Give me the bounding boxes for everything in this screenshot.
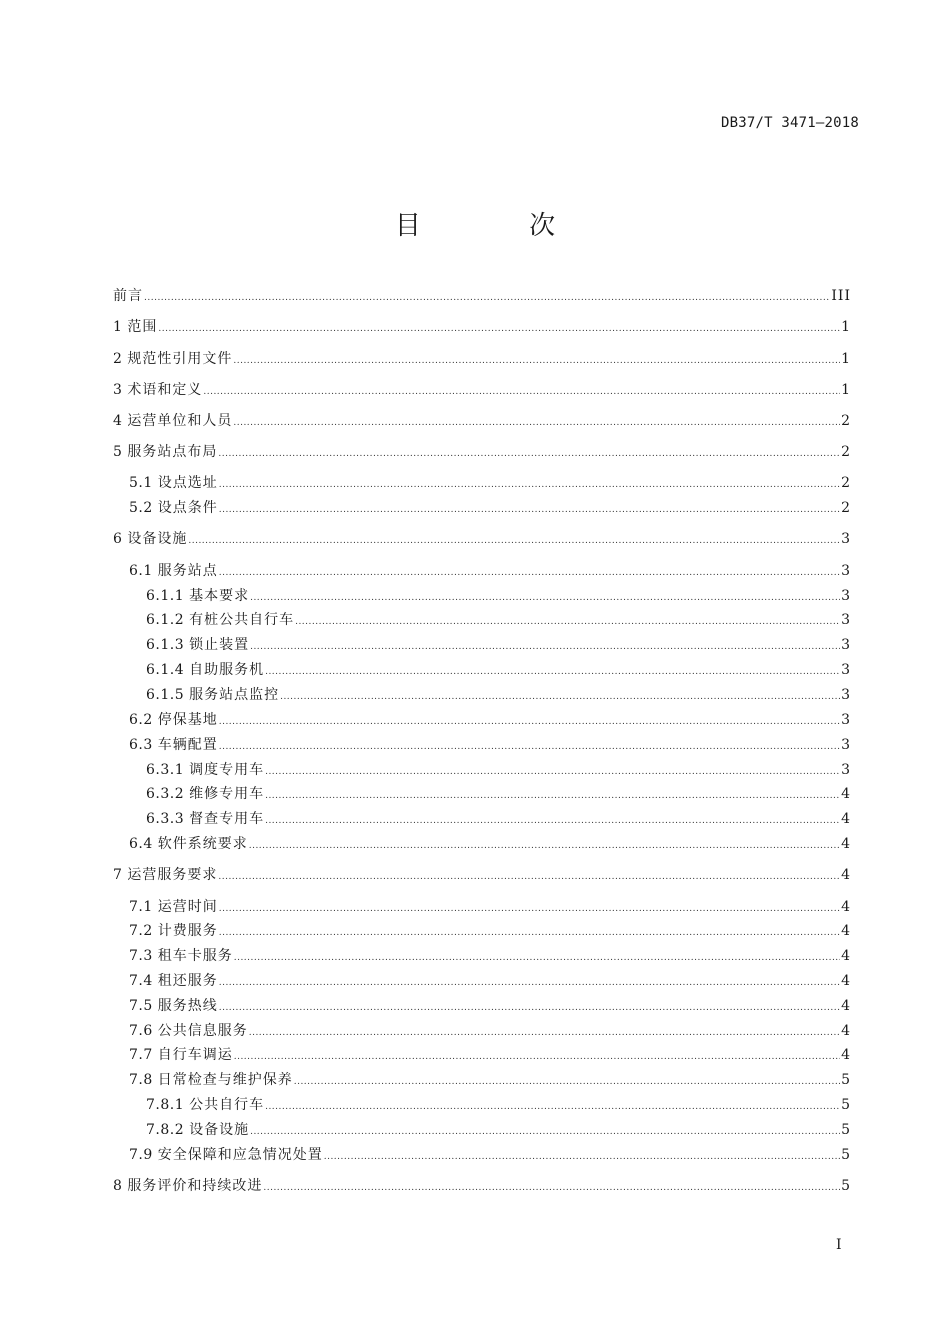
toc-dot-leader: [324, 1148, 840, 1166]
toc-entry-number: 5.2: [129, 500, 158, 516]
toc-dot-leader: [219, 924, 840, 942]
toc-entry[interactable]: [113, 947, 851, 965]
toc-dot-leader: [144, 289, 830, 307]
toc-entry[interactable]: [113, 443, 851, 461]
toc-entry-number: 6.4: [129, 836, 158, 852]
toc-entry-label: 公共信息服务: [157, 1023, 248, 1039]
toc-entry-page: 3: [841, 637, 851, 653]
toc-entry[interactable]: [113, 972, 851, 990]
toc-entry[interactable]: [113, 785, 851, 803]
toc-entry[interactable]: [113, 412, 851, 430]
toc-dot-leader: [219, 476, 840, 494]
page-title: 目 次: [394, 211, 606, 241]
toc-entry-page: 4: [841, 998, 851, 1014]
toc-entry-page: 2: [841, 444, 851, 460]
toc-entry[interactable]: [113, 686, 851, 704]
toc-entry-label: 督查专用车: [189, 811, 265, 827]
toc-entry-label: 范围: [127, 319, 158, 335]
toc-entry-label: 自助服务机: [189, 662, 265, 678]
toc-entry-label: 租车卡服务: [157, 948, 233, 964]
toc-entry-page: 4: [841, 923, 851, 939]
toc-dot-leader: [295, 613, 840, 631]
toc-entry-number: 7.8: [129, 1072, 158, 1088]
toc-dot-leader: [265, 663, 840, 681]
toc-entry[interactable]: [113, 1121, 851, 1139]
toc-dot-leader: [233, 414, 840, 432]
toc-dot-leader: [250, 1123, 840, 1141]
toc-entry-number: 7.8.2: [146, 1122, 190, 1138]
toc-entry-number: 6.2: [129, 712, 158, 728]
toc-entry-page: 2: [841, 475, 851, 491]
toc-entry-label: 公共自行车: [189, 1097, 265, 1113]
toc-entry[interactable]: [113, 530, 851, 548]
toc-dot-leader: [234, 949, 840, 967]
toc-entry-label: 运营单位和人员: [127, 413, 233, 429]
toc-entry-number: 7.3: [129, 948, 158, 964]
toc-entry-label: 设点选址: [157, 475, 218, 491]
toc-entry-label: 锁止装置: [189, 637, 250, 653]
toc-entry-label: 规范性引用文件: [127, 351, 233, 367]
toc-entry-page: 4: [841, 973, 851, 989]
toc-entry-page: 1: [841, 319, 851, 335]
toc-dot-leader: [265, 1098, 840, 1116]
toc-dot-leader: [233, 352, 840, 370]
toc-entry-number: 7.6: [129, 1023, 158, 1039]
toc-entry-number: 6.1.2: [146, 612, 190, 628]
toc-dot-leader: [219, 713, 840, 731]
page-number: I: [836, 1237, 842, 1253]
toc-entry-page: 3: [841, 687, 851, 703]
toc-dot-leader: [218, 868, 840, 886]
toc-entry[interactable]: [113, 562, 851, 580]
toc-dot-leader: [219, 974, 840, 992]
toc-entry[interactable]: [113, 474, 851, 492]
toc-dot-leader: [219, 564, 840, 582]
toc-entry-label: 租还服务: [157, 973, 218, 989]
toc-entry[interactable]: [113, 1096, 851, 1114]
toc-entry-number: 1: [113, 319, 128, 335]
toc-dot-leader: [234, 1048, 840, 1066]
toc-entry[interactable]: [113, 711, 851, 729]
toc-dot-leader: [218, 445, 840, 463]
toc-dot-leader: [263, 1179, 840, 1197]
toc-entry-label: 服务热线: [157, 998, 218, 1014]
toc-entry-page: 3: [841, 588, 851, 604]
toc-entry[interactable]: [113, 661, 851, 679]
toc-entry-number: 7.9: [129, 1147, 158, 1163]
toc-entry-label: 安全保障和应急情况处置: [157, 1147, 323, 1163]
toc-entry-label: 设备设施: [127, 531, 188, 547]
toc-entry-number: 6.1.3: [146, 637, 190, 653]
toc-entry[interactable]: [113, 898, 851, 916]
toc-dot-leader: [250, 589, 840, 607]
toc-entry-label: 软件系统要求: [157, 836, 248, 852]
toc-entry-label: 有桩公共自行车: [189, 612, 295, 628]
toc-entry-page: 5: [841, 1097, 851, 1113]
toc-entry[interactable]: [113, 611, 851, 629]
toc-entry-label: 前言: [113, 288, 143, 304]
toc-entry-page: 4: [841, 1047, 851, 1063]
toc-dot-leader: [219, 999, 840, 1017]
toc-dot-leader: [294, 1073, 840, 1091]
toc-entry-page: 4: [841, 948, 851, 964]
toc-entry-number: 7.8.1: [146, 1097, 190, 1113]
toc-entry[interactable]: [113, 736, 851, 754]
toc-entry-page: 2: [841, 500, 851, 516]
toc-entry[interactable]: [113, 318, 851, 336]
toc-entry-number: 8: [113, 1178, 128, 1194]
toc-entry-label: 术语和定义: [127, 382, 203, 398]
toc-dot-leader: [249, 837, 840, 855]
toc-entry-number: 6: [113, 531, 128, 547]
toc-entry[interactable]: [113, 997, 851, 1015]
toc-entry[interactable]: [113, 866, 851, 884]
toc-entry-label: 运营服务要求: [127, 867, 218, 883]
toc-entry[interactable]: [113, 810, 851, 828]
toc-entry-page: 4: [841, 836, 851, 852]
toc-dot-leader: [265, 812, 840, 830]
toc-entry-number: 7: [113, 867, 128, 883]
toc-entry-number: 6.3.2: [146, 786, 190, 802]
toc-entry[interactable]: [113, 587, 851, 605]
toc-entry-number: 7.2: [129, 923, 158, 939]
toc-entry-page: 4: [841, 867, 851, 883]
toc-entry-page: 4: [841, 786, 851, 802]
toc-entry-number: 6.1.5: [146, 687, 190, 703]
toc-entry-label: 服务站点: [157, 563, 218, 579]
toc-entry[interactable]: [113, 1071, 851, 1089]
toc-entry-number: 7.7: [129, 1047, 158, 1063]
toc-entry-label: 服务评价和持续改进: [127, 1178, 263, 1194]
toc-entry-label: 设点条件: [157, 500, 218, 516]
toc-dot-leader: [158, 320, 840, 338]
toc-entry-number: 7.4: [129, 973, 158, 989]
toc-entry-number: 7.5: [129, 998, 158, 1014]
toc-dot-leader: [249, 1024, 840, 1042]
toc-entry-page: 4: [841, 811, 851, 827]
toc-entry[interactable]: [113, 350, 851, 368]
toc-entry-label: 设备设施: [189, 1122, 250, 1138]
toc-entry-number: 7.1: [129, 899, 158, 915]
toc-entry-page: 4: [841, 899, 851, 915]
toc-entry-label: 日常检查与维护保养: [157, 1072, 293, 1088]
toc-entry[interactable]: [113, 636, 851, 654]
toc-entry-number: 6.1.4: [146, 662, 190, 678]
toc-entry-label: 停保基地: [157, 712, 218, 728]
toc-entry-label: 计费服务: [157, 923, 218, 939]
toc-entry-number: 4: [113, 413, 128, 429]
toc-entry-page: 3: [841, 737, 851, 753]
toc-entry-number: 5.1: [129, 475, 158, 491]
toc-entry-page: 3: [841, 531, 851, 547]
toc-entry-number: 6.3.3: [146, 811, 190, 827]
toc-entry-page: III: [831, 288, 851, 304]
toc-entry-page: 5: [841, 1122, 851, 1138]
toc-entry[interactable]: [113, 381, 851, 399]
toc-entry[interactable]: [113, 1046, 851, 1064]
toc-entry-page: 5: [841, 1072, 851, 1088]
toc-entry[interactable]: [113, 1146, 851, 1164]
toc-entry-number: 6.1: [129, 563, 158, 579]
toc-entry[interactable]: [113, 761, 851, 779]
toc-entry-page: 1: [841, 382, 851, 398]
toc-entry[interactable]: [113, 287, 851, 305]
toc-entry-label: 服务站点监控: [189, 687, 280, 703]
toc-entry-page: 4: [841, 1023, 851, 1039]
toc-dot-leader: [265, 787, 840, 805]
toc-entry-number: 5: [113, 444, 128, 460]
toc-entry-page: 5: [841, 1178, 851, 1194]
toc-entry-label: 维修专用车: [189, 786, 265, 802]
toc-entry[interactable]: [113, 499, 851, 517]
toc-entry-label: 基本要求: [189, 588, 250, 604]
toc-dot-leader: [250, 638, 840, 656]
toc-dot-leader: [219, 900, 840, 918]
toc-dot-leader: [265, 763, 840, 781]
toc-dot-leader: [219, 738, 840, 756]
toc-entry-label: 服务站点布局: [127, 444, 218, 460]
toc-entry-page: 3: [841, 712, 851, 728]
toc-entry-label: 自行车调运: [157, 1047, 233, 1063]
toc-entry-page: 5: [841, 1147, 851, 1163]
toc-entry-page: 2: [841, 413, 851, 429]
toc-entry[interactable]: [113, 1177, 851, 1195]
toc-dot-leader: [203, 383, 840, 401]
toc-entry-page: 3: [841, 662, 851, 678]
toc-dot-leader: [280, 688, 840, 706]
toc-entry[interactable]: [113, 835, 851, 853]
toc-entry-page: 3: [841, 762, 851, 778]
document-code: DB37/T 3471—2018: [720, 115, 859, 131]
toc-entry-number: 6.3.1: [146, 762, 190, 778]
toc-dot-leader: [219, 501, 840, 519]
toc-entry-page: 3: [841, 563, 851, 579]
toc-entry-label: 车辆配置: [157, 737, 218, 753]
toc-entry-number: 6.1.1: [146, 588, 190, 604]
toc-entry-number: 3: [113, 382, 128, 398]
toc-entry-number: 6.3: [129, 737, 158, 753]
toc-entry-page: 3: [841, 612, 851, 628]
toc-entry-label: 调度专用车: [189, 762, 265, 778]
toc-entry-label: 运营时间: [157, 899, 218, 915]
toc-entry[interactable]: [113, 922, 851, 940]
toc-dot-leader: [188, 532, 840, 550]
toc-entry[interactable]: [113, 1022, 851, 1040]
toc-entry-page: 1: [841, 351, 851, 367]
toc-entry-number: 2: [113, 351, 128, 367]
